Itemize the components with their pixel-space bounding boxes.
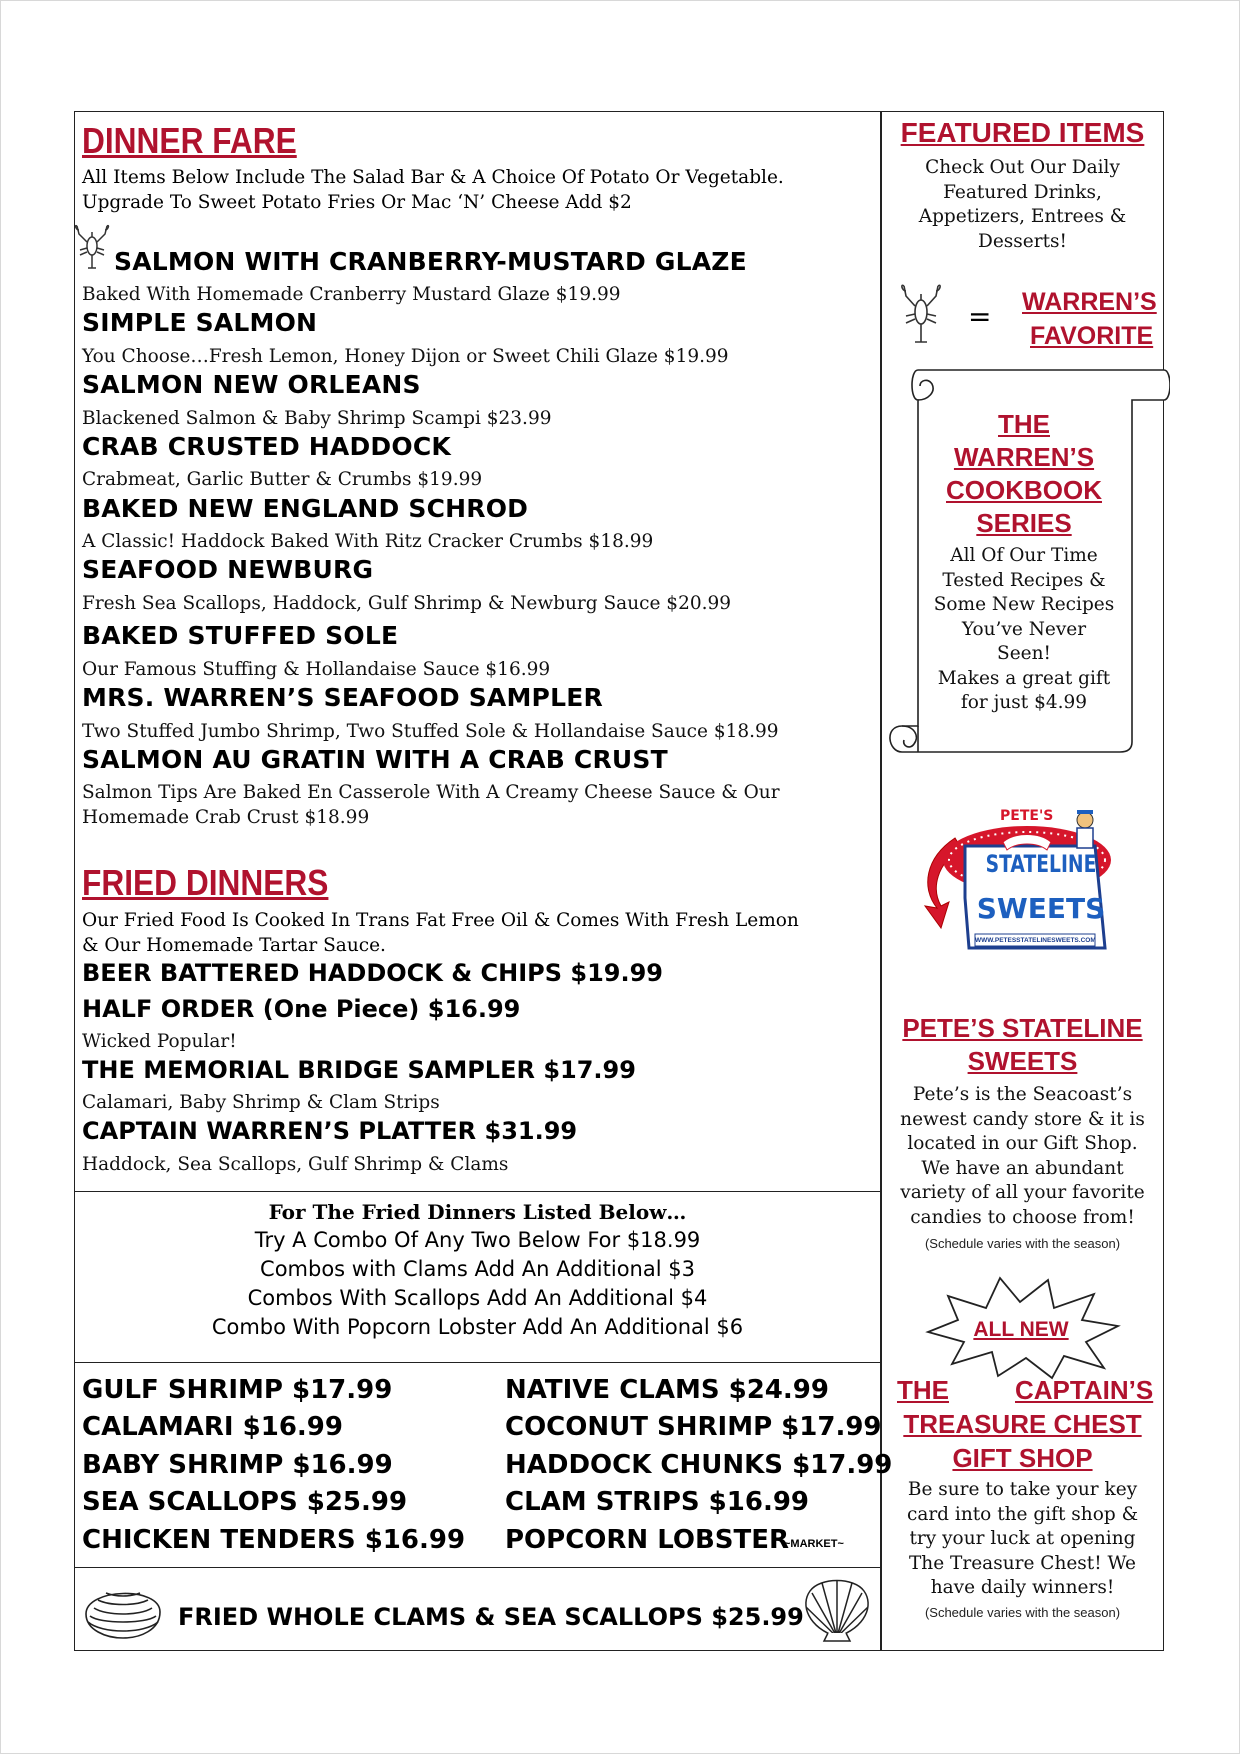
- dinner-item-title: SALMON WITH CRANBERRY-MUSTARD GLAZE: [114, 247, 747, 276]
- sweets-line: newest candy store & it is: [900, 1108, 1145, 1130]
- cookbook-line: Makes a great gift: [937, 667, 1111, 689]
- chest-text: [881, 1478, 1164, 1601]
- favorite-line-1: WARREN’S: [1022, 288, 1157, 316]
- combo-line: Try A Combo Of Any Two Below For $18.99: [254, 1228, 701, 1252]
- sweets-line: We have an abundant: [921, 1157, 1124, 1179]
- all-new-label: ALL NEW: [973, 1318, 1069, 1341]
- chest-line: try your luck at opening: [909, 1528, 1136, 1549]
- fried-item-desc: Wicked Popular!: [82, 1031, 237, 1052]
- sweets-note: (Schedule varies with the season): [924, 1236, 1121, 1251]
- grid-item-right: COCONUT SHRIMP $17.99: [505, 1412, 882, 1442]
- cookbook-line: Tested Recipes &: [942, 569, 1106, 591]
- cookbook-heading-line: WARREN’S: [953, 442, 1095, 472]
- dinner-item-title: SEAFOOD NEWBURG: [82, 555, 374, 584]
- featured-line: Check Out Our Daily: [925, 157, 1120, 178]
- fried-item-desc: Haddock, Sea Scallops, Gulf Shrimp & Clams: [82, 1154, 509, 1175]
- dinner-item-desc: Fresh Sea Scallops, Haddock, Gulf Shrimp & Newburg Sauce $20.99: [82, 593, 732, 614]
- sweets-line: located in our Gift Shop.: [907, 1133, 1138, 1154]
- chest-line: Be sure to take your key: [907, 1479, 1138, 1500]
- market-note: ~MARKET~: [784, 1538, 844, 1550]
- combo-line: Combo With Popcorn Lobster Add An Additional $6: [211, 1315, 744, 1339]
- sweets-line: variety of all your favorite: [900, 1182, 1145, 1203]
- dinner-item-desc: Blackened Salmon & Baby Shrimp Scampi $23.99: [82, 408, 552, 429]
- cookbook-line: Seen!: [997, 643, 1051, 664]
- featured-text: [881, 156, 1164, 254]
- dinner-item-desc: Two Stuffed Jumbo Shrimp, Two Stuffed Sole & Hollandaise Sauce $18.99: [82, 721, 779, 742]
- dinner-fare-intro-2: Upgrade To Sweet Potato Fries Or Mac ‘N’ Cheese Add $2: [82, 192, 632, 213]
- chest-line: The Treasure Chest! We: [908, 1552, 1137, 1574]
- dinner-item-title: SALMON AU GRATIN WITH A CRAB CRUST: [82, 745, 668, 774]
- dinner-item-desc: Crabmeat, Garlic Butter & Crumbs $19.99: [82, 469, 483, 490]
- dinner-item-title: SIMPLE SALMON: [82, 308, 318, 337]
- grid-item-right: CLAM STRIPS $16.99: [505, 1487, 810, 1517]
- fried-item-desc: Calamari, Baby Shrimp & Clam Strips: [82, 1092, 440, 1113]
- dinner-item-desc: You Choose…Fresh Lemon, Honey Dijon or Sweet Chili Glaze $19.99: [82, 346, 729, 367]
- combo-line: Combos With Scallops Add An Additional $4: [247, 1286, 708, 1310]
- dinner-item-desc: Our Famous Stuffing & Hollandaise Sauce $16.99: [82, 659, 551, 680]
- logo-bot-text: SWEETS: [976, 892, 1106, 925]
- grid-item-left: CALAMARI $16.99: [82, 1412, 343, 1442]
- grid-item-left: SEA SCALLOPS $25.99: [82, 1487, 408, 1517]
- sweets-line: Pete’s is the Seacoast’s: [912, 1084, 1133, 1105]
- cookbook-line: You’ve Never: [961, 618, 1087, 640]
- sweets-line: candies to choose from!: [910, 1206, 1135, 1228]
- fried-item-title: HALF ORDER (One Piece) $16.99: [82, 995, 521, 1023]
- chest-heading-3: GIFT SHOP: [952, 1443, 1093, 1473]
- whole-clams-title: FRIED WHOLE CLAMS & SEA SCALLOPS $25.99: [178, 1603, 804, 1631]
- dinner-item-title: MRS. WARREN’S SEAFOOD SAMPLER: [82, 683, 603, 712]
- fried-dinners-heading: FRIED DINNERS: [82, 862, 329, 903]
- chest-heading-the: THE: [897, 1375, 949, 1405]
- fried-intro-2: & Our Homemade Tartar Sauce.: [82, 935, 386, 956]
- cookbook-text: [918, 544, 1130, 716]
- chest-note: (Schedule varies with the season): [924, 1605, 1121, 1620]
- grid-item-right: POPCORN LOBSTER: [505, 1525, 790, 1555]
- chest-heading-2: TREASURE CHEST: [903, 1409, 1142, 1439]
- logo-mid-text: STATELINE: [985, 850, 1097, 878]
- lobster-legend-icon: [900, 280, 942, 348]
- fried-intro-1: Our Fried Food Is Cooked In Trans Fat Free Oil & Comes With Fresh Lemon: [82, 910, 799, 931]
- clam-shell-icon: [80, 1578, 166, 1642]
- chest-line: card into the gift shop &: [906, 1503, 1139, 1525]
- equals-sign: =: [968, 300, 992, 333]
- grid-item-left: BABY SHRIMP $16.99: [82, 1450, 393, 1480]
- dinner-item-title: CRAB CRUSTED HADDOCK: [82, 432, 451, 461]
- cookbook-heading-line: THE: [998, 409, 1050, 439]
- cookbook-heading-line: COOKBOOK: [946, 475, 1102, 505]
- combo-heading: For The Fried Dinners Listed Below…: [268, 1200, 687, 1224]
- chest-heading-captains: CAPTAIN’S: [1015, 1375, 1154, 1405]
- grid-item-right: HADDOCK CHUNKS $17.99: [505, 1450, 893, 1480]
- sweets-heading-2: SWEETS: [967, 1046, 1078, 1076]
- dinner-item-desc: A Classic! Haddock Baked With Ritz Cracker Crumbs $18.99: [82, 531, 654, 552]
- dinner-item-title: BAKED NEW ENGLAND SCHROD: [82, 494, 529, 523]
- dinner-item-desc: Baked With Homemade Cranberry Mustard Glaze $19.99: [82, 284, 621, 305]
- featured-line: Featured Drinks,: [943, 181, 1102, 203]
- grid-item-right: NATIVE CLAMS $24.99: [505, 1375, 829, 1405]
- cookbook-heading-line: SERIES: [976, 508, 1072, 538]
- fried-item-title: BEER BATTERED HADDOCK & CHIPS $19.99: [82, 959, 663, 987]
- sweets-text: [881, 1083, 1164, 1230]
- logo-url-text: WWW.PETESSTATELINESWEETS.COM: [975, 937, 1096, 944]
- featured-line: Desserts!: [978, 230, 1067, 252]
- cookbook-line: All Of Our Time: [950, 545, 1098, 566]
- sweets-heading-1: PETE’S STATELINE: [902, 1013, 1143, 1043]
- dinner-fare-intro-1: All Items Below Include The Salad Bar & A Choice Of Potato Or Vegetable.: [82, 167, 784, 188]
- dinner-item-title: BAKED STUFFED SOLE: [82, 621, 399, 650]
- logo-top-text: PETE'S: [1000, 808, 1054, 824]
- scallop-shell-icon: [798, 1573, 876, 1645]
- lobster-icon: [74, 222, 110, 272]
- dinner-item-title: SALMON NEW ORLEANS: [82, 370, 421, 399]
- grid-item-left: GULF SHRIMP $17.99: [82, 1375, 393, 1405]
- chest-line: have daily winners!: [930, 1577, 1115, 1598]
- favorite-line-2: FAVORITE: [1030, 322, 1154, 350]
- cookbook-line: for just $4.99: [960, 692, 1088, 713]
- cookbook-line: Some New Recipes: [933, 594, 1115, 615]
- combo-line: Combos with Clams Add An Additional $3: [260, 1257, 695, 1281]
- fried-item-title: THE MEMORIAL BRIDGE SAMPLER $17.99: [82, 1056, 636, 1084]
- grid-item-left: CHICKEN TENDERS $16.99: [82, 1525, 466, 1555]
- dinner-item-desc: Salmon Tips Are Baked En Casserole With A Creamy Cheese Sauce & Our: [82, 782, 780, 803]
- dinner-fare-heading: DINNER FARE: [82, 120, 297, 161]
- fried-item-title: CAPTAIN WARREN’S PLATTER $31.99: [82, 1117, 578, 1145]
- featured-line: Appetizers, Entrees &: [918, 206, 1127, 227]
- cookbook-heading: [918, 408, 1130, 540]
- featured-heading: FEATURED ITEMS: [900, 117, 1145, 148]
- dinner-item-desc-cont: Homemade Crab Crust $18.99: [82, 807, 370, 828]
